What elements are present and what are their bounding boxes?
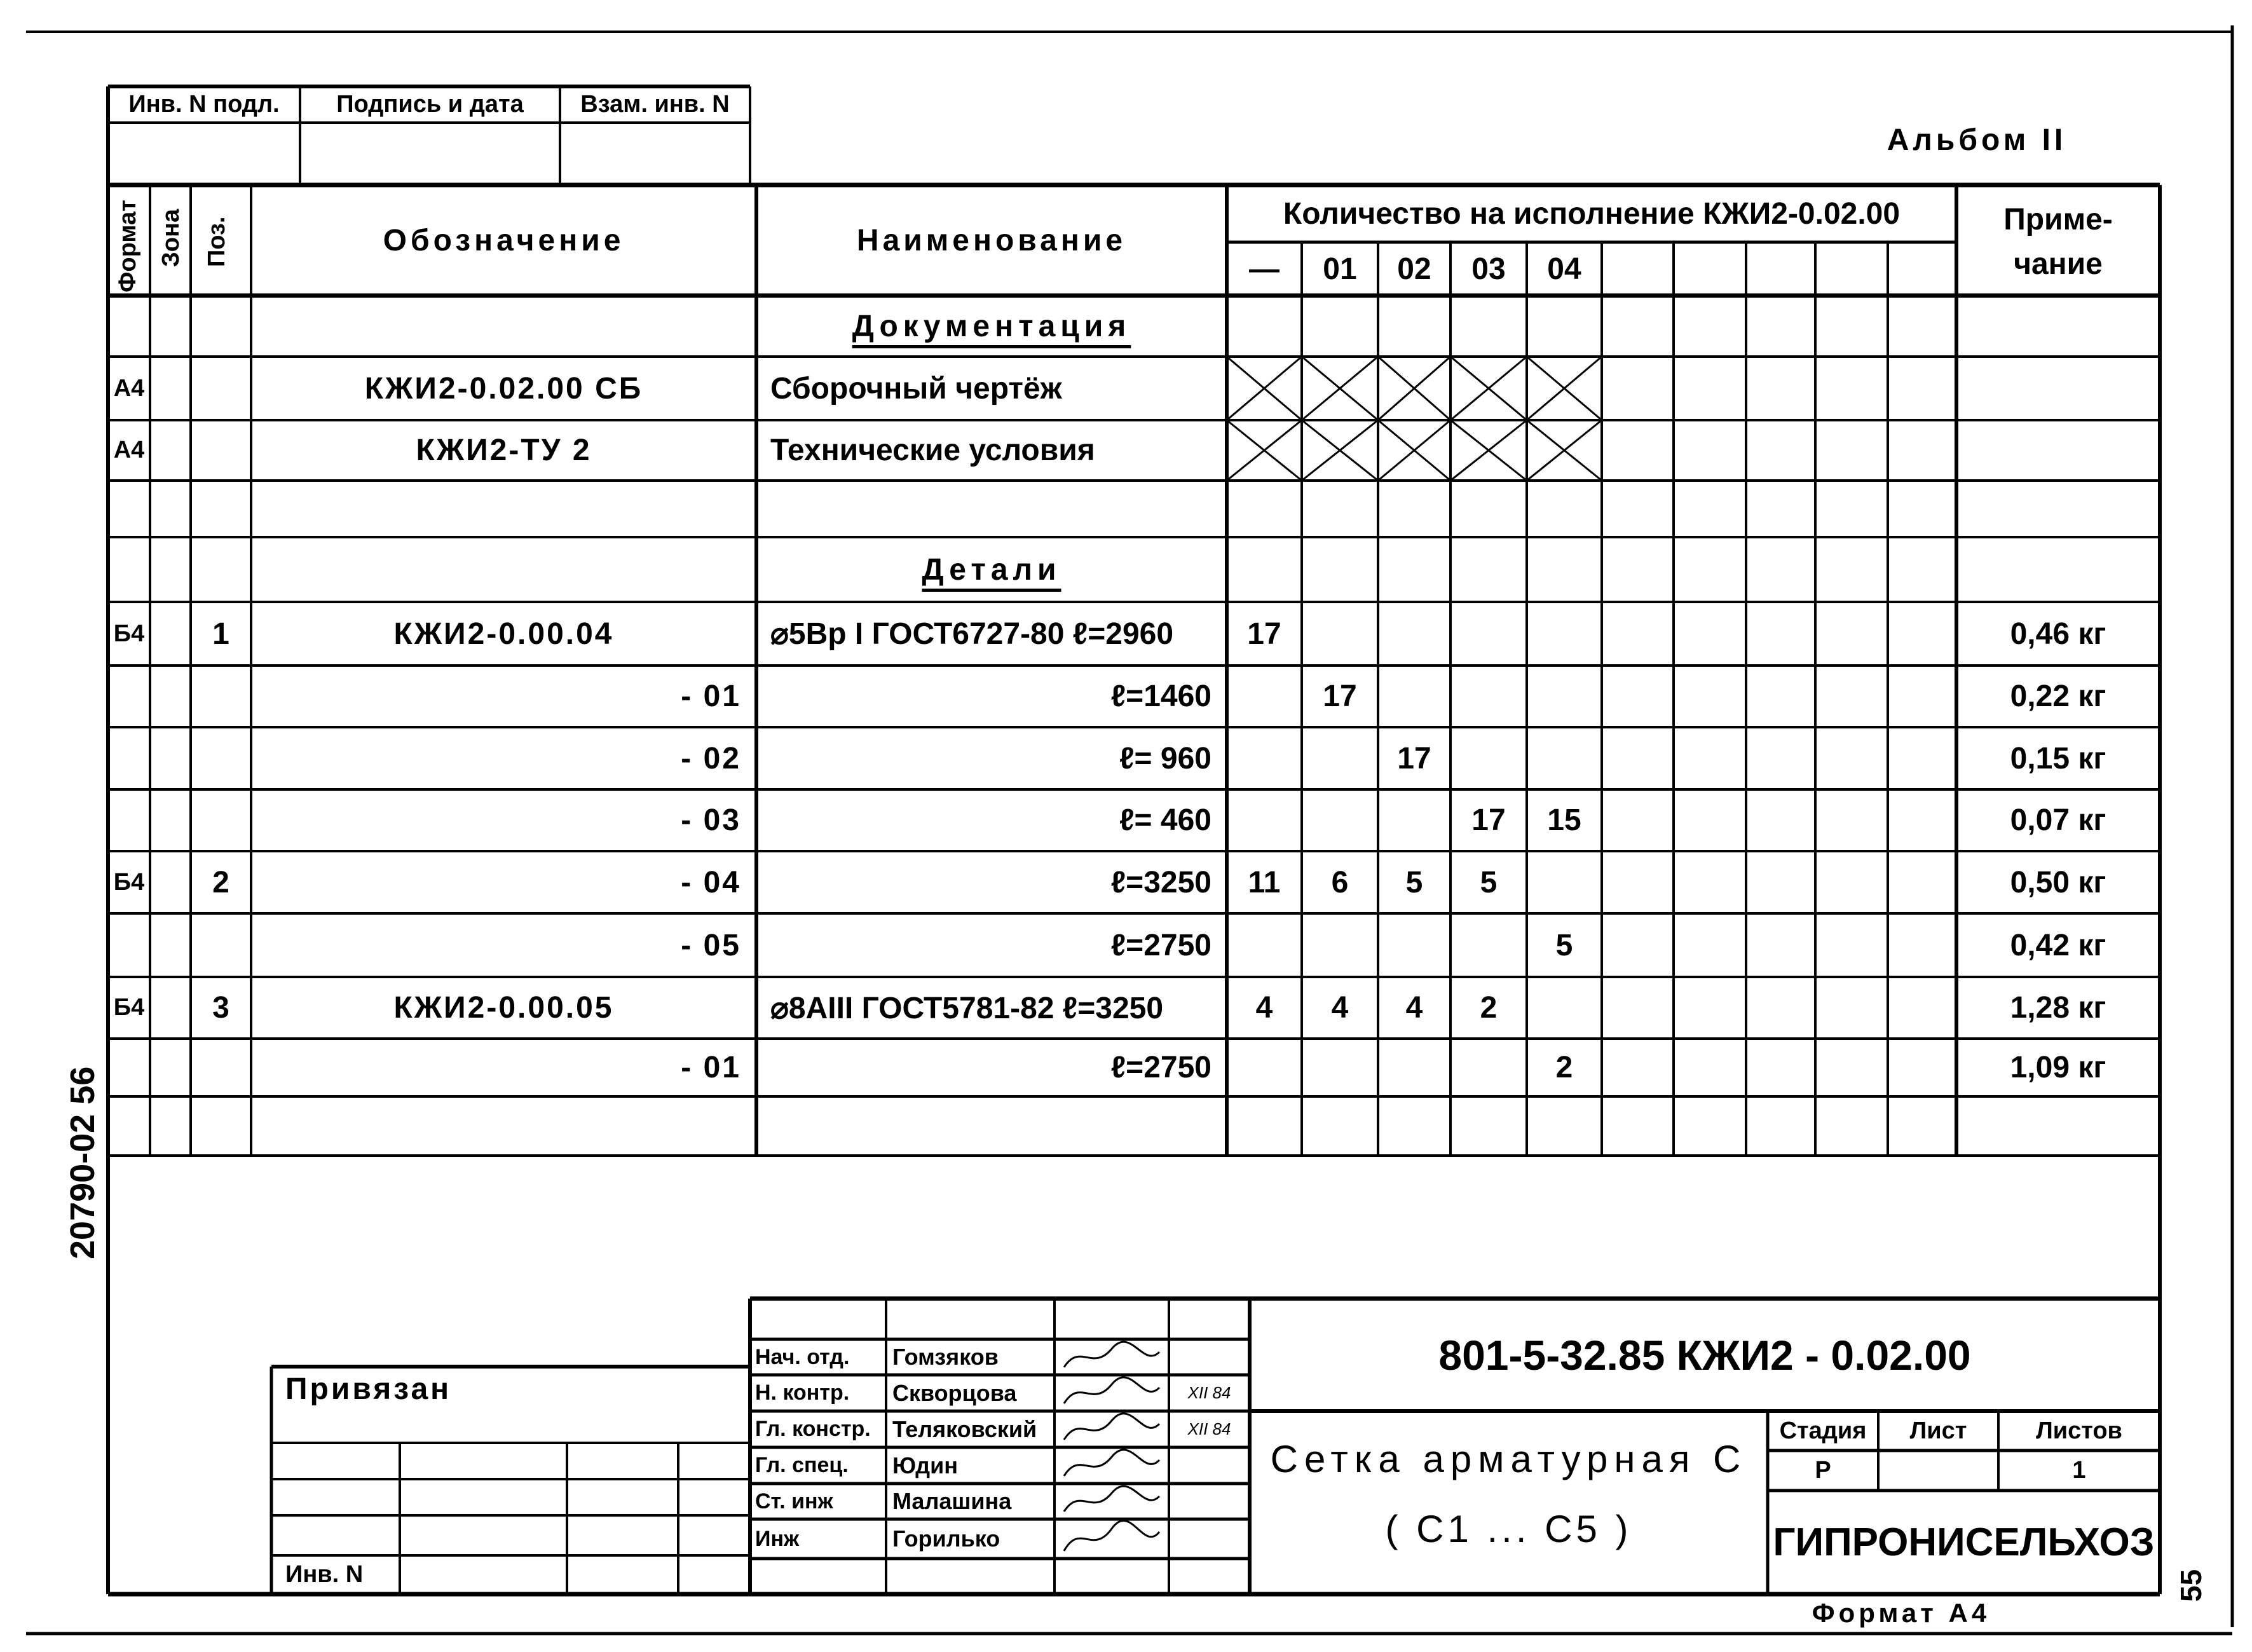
row-quantity: 5 xyxy=(1405,865,1423,899)
row-quantity xyxy=(1302,913,1378,977)
sheet-label: Лист xyxy=(1909,1417,1967,1444)
row-quantity xyxy=(1450,666,1527,727)
header-note: Приме- xyxy=(2003,202,2113,236)
row-quantity xyxy=(1227,481,1302,537)
document-code: 801-5-32.85 КЖИ2 - 0.02.00 xyxy=(1438,1331,1971,1379)
row-quantity xyxy=(1527,727,1602,789)
sheet-value xyxy=(1878,1451,1998,1491)
row-designation xyxy=(251,537,756,602)
row-quantity: 5 xyxy=(1480,865,1498,899)
row-format: А4 xyxy=(113,374,145,402)
row-quantity xyxy=(1450,1039,1527,1096)
row-quantity xyxy=(1227,1039,1302,1096)
row-name: Технические условия xyxy=(770,433,1095,467)
row-note: 0,07 кг xyxy=(2010,803,2106,837)
row-quantity xyxy=(1527,537,1602,602)
row-note xyxy=(1956,296,2160,357)
row-quantity xyxy=(1227,1096,1302,1156)
row-quantity xyxy=(1450,913,1527,977)
variant-header: 04 xyxy=(1547,252,1581,286)
signer-role: Нач. отд. xyxy=(755,1344,850,1369)
row-format: Б4 xyxy=(113,620,145,647)
row-quantity xyxy=(1378,537,1450,602)
row-quantity xyxy=(1450,537,1527,602)
row-format xyxy=(108,913,150,977)
header-zone: Зона xyxy=(158,208,184,267)
header-name: Наименование xyxy=(856,223,1127,257)
row-quantity xyxy=(1378,481,1450,537)
signature-image xyxy=(1054,1375,1169,1411)
row-quantity: 15 xyxy=(1547,803,1581,837)
row-note xyxy=(1956,420,2160,481)
format-label: Формат А4 xyxy=(1812,1598,1991,1628)
header-pos: Поз. xyxy=(203,216,230,267)
row-position: 1 xyxy=(212,617,229,651)
signer-name: Горилько xyxy=(892,1526,1000,1552)
row-quantity xyxy=(1378,420,1450,481)
row-note xyxy=(1956,357,2160,420)
row-designation: КЖИ2-ТУ 2 xyxy=(416,433,592,467)
row-quantity xyxy=(1302,357,1378,420)
row-quantity xyxy=(1450,1096,1527,1156)
drawing-subtitle: ( С1 ... С5 ) xyxy=(1385,1507,1632,1550)
signer-date: XII 84 xyxy=(1187,1383,1231,1402)
row-quantity: 5 xyxy=(1555,928,1573,962)
row-name xyxy=(756,1096,1227,1156)
row-name: ℓ= 460 xyxy=(1119,803,1211,837)
stamp-inv-podl: Инв. N подл. xyxy=(128,91,280,118)
row-name xyxy=(756,481,1227,537)
row-designation: - 04 xyxy=(681,865,741,899)
row-quantity xyxy=(1378,789,1450,851)
row-note xyxy=(1956,1096,2160,1156)
row-designation xyxy=(251,1096,756,1156)
header-note-2: чание xyxy=(2014,247,2103,281)
row-quantity xyxy=(1527,851,1602,913)
inv-n-label: Инв. N xyxy=(285,1561,364,1588)
row-designation: - 05 xyxy=(681,928,741,962)
signer-name: Гомзяков xyxy=(892,1344,999,1370)
row-quantity xyxy=(1378,1039,1450,1096)
signer-date xyxy=(1169,1447,1250,1484)
row-quantity xyxy=(1302,481,1378,537)
row-position xyxy=(191,913,251,977)
row-quantity: 2 xyxy=(1480,991,1498,1025)
section-title: Детали xyxy=(922,552,1061,587)
signature-image xyxy=(1054,1447,1169,1484)
row-quantity xyxy=(1527,420,1602,481)
row-designation xyxy=(251,481,756,537)
row-quantity: 4 xyxy=(1255,991,1273,1025)
row-format xyxy=(108,789,150,851)
signer-date xyxy=(1169,1484,1250,1519)
header-designation: Обозначение xyxy=(383,223,625,257)
signer-date: XII 84 xyxy=(1187,1419,1231,1438)
row-format xyxy=(108,666,150,727)
row-quantity xyxy=(1378,666,1450,727)
row-quantity xyxy=(1527,602,1602,666)
row-quantity xyxy=(1378,913,1450,977)
row-designation xyxy=(251,296,756,357)
row-quantity xyxy=(1227,296,1302,357)
row-quantity: 17 xyxy=(1247,617,1281,651)
signature-image xyxy=(1054,1519,1169,1559)
signer-name: Теляковский xyxy=(892,1416,1037,1442)
row-name: ⌀8AIII ГОСТ5781-82 ℓ=3250 xyxy=(770,991,1164,1025)
row-quantity: 4 xyxy=(1405,991,1423,1025)
header-quantity: Количество на исполнение КЖИ2-0.02.00 xyxy=(1283,196,1901,231)
row-quantity xyxy=(1227,666,1302,727)
row-quantity xyxy=(1527,977,1602,1039)
row-name: ℓ=3250 xyxy=(1110,865,1211,899)
row-quantity xyxy=(1227,420,1302,481)
row-name: ℓ=2750 xyxy=(1110,1051,1211,1084)
row-note: 1,09 кг xyxy=(2010,1051,2106,1084)
row-format xyxy=(108,1096,150,1156)
row-quantity xyxy=(1450,420,1527,481)
row-quantity xyxy=(1227,537,1302,602)
row-name: Сборочный чертёж xyxy=(770,371,1062,406)
row-quantity xyxy=(1527,481,1602,537)
row-note xyxy=(1956,481,2160,537)
row-quantity xyxy=(1378,602,1450,666)
row-note: 0,50 кг xyxy=(2010,865,2106,899)
row-quantity xyxy=(1302,789,1378,851)
row-quantity: 17 xyxy=(1397,741,1431,775)
signer-name: Скворцова xyxy=(892,1379,1017,1406)
variant-header: — xyxy=(1249,252,1280,286)
row-quantity: 11 xyxy=(1248,865,1281,899)
row-note: 0,42 кг xyxy=(2010,928,2106,962)
row-name: ℓ= 960 xyxy=(1119,741,1211,775)
row-quantity xyxy=(1227,727,1302,789)
sheets-value: 1 xyxy=(2072,1457,2086,1484)
row-quantity xyxy=(1227,913,1302,977)
signature-image xyxy=(1054,1484,1169,1519)
row-quantity xyxy=(1302,537,1378,602)
variant-header: 02 xyxy=(1397,252,1431,286)
row-designation: КЖИ2-0.02.00 СБ xyxy=(364,371,643,406)
row-position xyxy=(191,481,251,537)
row-format xyxy=(108,537,150,602)
row-position xyxy=(191,296,251,357)
row-position xyxy=(191,537,251,602)
sheets-label: Листов xyxy=(2036,1417,2122,1444)
row-designation: - 02 xyxy=(681,741,741,775)
row-format xyxy=(108,296,150,357)
row-position xyxy=(191,727,251,789)
row-quantity xyxy=(1302,602,1378,666)
row-quantity: 2 xyxy=(1555,1051,1573,1084)
row-position: 2 xyxy=(212,865,229,899)
signer-date xyxy=(1169,1339,1250,1375)
row-format: Б4 xyxy=(113,994,145,1021)
row-position xyxy=(191,789,251,851)
privyazan-label: Привязан xyxy=(285,1372,452,1406)
row-designation: КЖИ2-0.00.05 xyxy=(393,991,614,1025)
signer-date xyxy=(1169,1519,1250,1559)
signature-image xyxy=(1054,1339,1169,1375)
row-name: ⌀5Вр I ГОСТ6727-80 ℓ=2960 xyxy=(770,617,1174,651)
row-format: А4 xyxy=(113,437,145,463)
row-quantity xyxy=(1450,602,1527,666)
row-quantity xyxy=(1302,727,1378,789)
signer-role: Ст. инж xyxy=(755,1489,833,1513)
row-position xyxy=(191,1039,251,1096)
row-format xyxy=(108,481,150,537)
stage-value: Р xyxy=(1815,1457,1831,1484)
row-quantity: 6 xyxy=(1331,865,1349,899)
row-quantity xyxy=(1450,727,1527,789)
row-designation: - 01 xyxy=(681,679,741,713)
signer-role: Инж xyxy=(755,1526,800,1551)
row-quantity xyxy=(1527,666,1602,727)
row-note: 0,22 кг xyxy=(2010,679,2106,713)
variant-header: 03 xyxy=(1471,252,1506,286)
side-number: 20790-02 56 xyxy=(64,1066,102,1259)
row-quantity xyxy=(1450,481,1527,537)
stamp-podpis-data: Подпись и дата xyxy=(336,91,524,118)
row-quantity: 4 xyxy=(1331,991,1349,1025)
signer-name: Юдин xyxy=(892,1452,958,1478)
signature-image xyxy=(1054,1411,1169,1447)
organization-name: ГИПРОНИСЕЛЬХОЗ xyxy=(1773,1520,2155,1564)
row-quantity xyxy=(1527,1096,1602,1156)
variant-header: 01 xyxy=(1323,252,1357,286)
header-format: Формат xyxy=(114,200,141,292)
signer-role: Гл. констр. xyxy=(755,1417,871,1441)
stamp-vzam-inv: Взам. инв. N xyxy=(580,91,730,118)
signer-role: Гл. спец. xyxy=(755,1453,849,1477)
row-quantity xyxy=(1227,357,1302,420)
row-quantity xyxy=(1302,1039,1378,1096)
row-quantity xyxy=(1527,357,1602,420)
row-quantity xyxy=(1302,1096,1378,1156)
row-quantity xyxy=(1450,296,1527,357)
row-format: Б4 xyxy=(113,868,145,896)
page-number: 55 xyxy=(2174,1569,2208,1602)
row-note xyxy=(1956,537,2160,602)
row-designation: - 03 xyxy=(681,803,741,837)
row-note: 0,46 кг xyxy=(2010,617,2106,651)
row-designation: - 01 xyxy=(681,1051,741,1084)
row-note: 1,28 кг xyxy=(2010,991,2106,1025)
row-quantity xyxy=(1378,357,1450,420)
row-quantity xyxy=(1227,789,1302,851)
signer-name: Малашина xyxy=(892,1488,1012,1514)
row-position xyxy=(191,420,251,481)
row-quantity: 17 xyxy=(1471,803,1506,837)
row-note: 0,15 кг xyxy=(2010,741,2106,775)
row-quantity xyxy=(1527,296,1602,357)
row-position xyxy=(191,666,251,727)
row-position xyxy=(191,1096,251,1156)
signer-role: Н. контр. xyxy=(755,1381,850,1405)
stage-label: Стадия xyxy=(1779,1417,1867,1444)
row-quantity xyxy=(1450,357,1527,420)
row-position: 3 xyxy=(212,991,229,1025)
row-name: ℓ=1460 xyxy=(1110,679,1211,713)
row-quantity xyxy=(1378,296,1450,357)
row-designation: КЖИ2-0.00.04 xyxy=(393,617,614,651)
section-title: Документация xyxy=(852,309,1131,343)
row-quantity xyxy=(1302,420,1378,481)
album-label: Альбом II xyxy=(1887,123,2067,157)
row-name: ℓ=2750 xyxy=(1110,928,1211,962)
drawing-title: Сетка арматурная С xyxy=(1270,1437,1747,1480)
row-quantity: 17 xyxy=(1323,679,1357,713)
row-format xyxy=(108,1039,150,1096)
row-quantity xyxy=(1302,296,1378,357)
row-format xyxy=(108,727,150,789)
row-position xyxy=(191,357,251,420)
row-quantity xyxy=(1378,1096,1450,1156)
